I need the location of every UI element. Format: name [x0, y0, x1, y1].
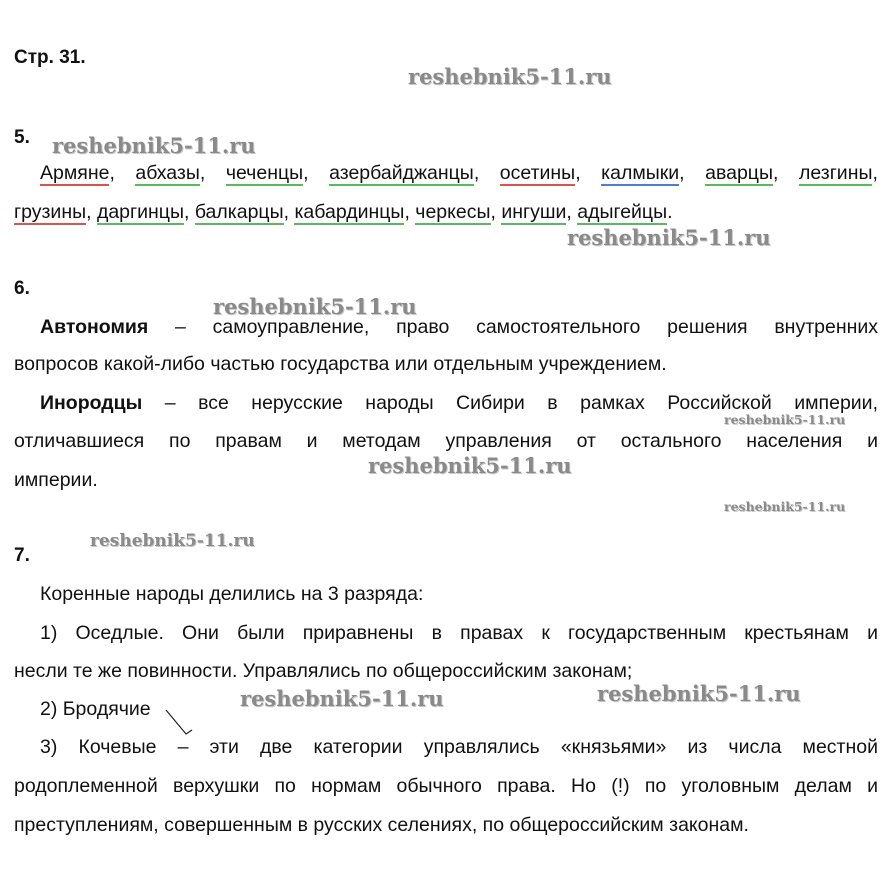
- spellcheck-underlined-word: черкесы: [415, 201, 491, 223]
- definition-autonomy-text: – самоуправление, право самостоятельного решения внутренних: [148, 316, 878, 338]
- term-autonomy: Автономия: [40, 316, 149, 338]
- punctuation: ,: [872, 162, 878, 184]
- ethnic-list-line-2: [14, 201, 673, 224]
- watermark: reshebnik5-11.ru: [724, 412, 846, 427]
- spellcheck-underlined-word: абхазы: [135, 162, 200, 184]
- watermark: reshebnik5-11.ru: [408, 64, 612, 89]
- task-number-7: 7.: [14, 545, 30, 566]
- punctuation: ,: [490, 201, 502, 223]
- spellcheck-underlined-word: осетины: [499, 162, 576, 184]
- definition-inorodtsy-line-2: отличавшиеся по правам и методам управления от остального населения и: [14, 430, 878, 452]
- spellcheck-underlined-word: адыгейцы: [577, 201, 668, 223]
- spellcheck-underlined-word: калмыки: [601, 162, 680, 184]
- task-number-5: 5.: [14, 127, 30, 148]
- category-settled: 1) Оседлые. Они были приравнены в правах к государственным крестьянам и: [40, 622, 878, 644]
- watermark: reshebnik5-11.ru: [567, 225, 771, 250]
- punctuation: ,: [773, 162, 779, 184]
- category-settled-continued: несли те же повинности. Управлялись по общероссийским законам;: [14, 660, 633, 682]
- punctuation: ,: [679, 162, 685, 184]
- ethnic-group-word: [294, 201, 415, 225]
- watermark: reshebnik5-11.ru: [90, 531, 255, 551]
- ethnic-group-word: [415, 201, 501, 225]
- definition-inorodtsy-text: – все нерусские народы Сибири в рамках Российской империи,: [142, 392, 878, 414]
- category-nomadic-line-3: преступлениям, совершенным в русских селениях, по общероссийским законам.: [14, 814, 749, 836]
- categories-intro: Коренные народы делились на 3 разряда:: [40, 583, 424, 605]
- ethnic-group-word: [705, 162, 778, 185]
- ethnic-group-word: [500, 162, 581, 185]
- definition-autonomy-continued: вопросов какой-либо частью государства или отдельным учреждением.: [14, 353, 667, 375]
- punctuation: .: [667, 201, 673, 223]
- ethnic-group-word: [195, 201, 295, 225]
- ethnic-group-word: [501, 201, 577, 225]
- ethnic-group-word: [329, 162, 479, 185]
- ethnic-group-word: [226, 162, 309, 185]
- definition-autonomy: [40, 316, 878, 339]
- ethnic-group-word: [799, 162, 878, 185]
- spellcheck-underlined-word: кабардинцы: [294, 201, 405, 223]
- punctuation: ,: [86, 201, 97, 223]
- spellcheck-underlined-word: ингуши: [501, 201, 567, 223]
- category-nomadic-wandering: 2) Бродячие: [40, 698, 151, 720]
- spellcheck-underlined-word: грузины: [14, 201, 87, 223]
- ethnic-group-word: [577, 201, 672, 225]
- punctuation: ,: [199, 162, 206, 184]
- ethnic-group-word: [601, 162, 684, 185]
- punctuation: ,: [575, 162, 581, 184]
- category-nomadic-line-2: родоплеменной верхушки по нормам обычного права. Но (!) по уголовным делам и: [14, 775, 878, 797]
- watermark: reshebnik5-11.ru: [368, 453, 572, 478]
- connector-stroke: [164, 708, 194, 738]
- punctuation: ,: [303, 162, 309, 184]
- watermark: reshebnik5-11.ru: [52, 133, 256, 158]
- spellcheck-underlined-word: балкарцы: [194, 201, 284, 223]
- spellcheck-underlined-word: азербайджанцы: [329, 162, 474, 184]
- category-nomadic: 3) Кочевые – эти две категории управлялись «князьями» из числа местной: [40, 736, 878, 758]
- watermark: reshebnik5-11.ru: [213, 294, 417, 319]
- spellcheck-underlined-word: Армяне: [40, 162, 110, 184]
- watermark: reshebnik5-11.ru: [724, 499, 846, 514]
- punctuation: ,: [183, 201, 195, 223]
- watermark: reshebnik5-11.ru: [597, 681, 801, 706]
- ethnic-group-word: [97, 201, 195, 225]
- definition-inorodtsy-line-3: империи.: [14, 469, 98, 491]
- punctuation: ,: [566, 201, 578, 223]
- ethnic-group-word: [14, 201, 97, 225]
- watermark: reshebnik5-11.ru: [240, 686, 444, 711]
- ethnic-list-line-1: [40, 162, 878, 185]
- ethnic-group-word: [135, 162, 205, 185]
- spellcheck-underlined-word: даргинцы: [96, 201, 184, 223]
- spellcheck-underlined-word: аварцы: [705, 162, 773, 184]
- spellcheck-underlined-word: лезгины: [798, 162, 873, 184]
- punctuation: ,: [283, 201, 295, 223]
- task-number-6: 6.: [14, 278, 30, 299]
- punctuation: ,: [404, 201, 416, 223]
- spellcheck-underlined-word: чеченцы: [225, 162, 304, 184]
- punctuation: ,: [473, 162, 480, 184]
- punctuation: ,: [109, 162, 115, 184]
- ethnic-group-word: [40, 162, 115, 185]
- page-header: Стр. 31.: [14, 47, 86, 68]
- term-inorodtsy: Инородцы: [40, 392, 143, 414]
